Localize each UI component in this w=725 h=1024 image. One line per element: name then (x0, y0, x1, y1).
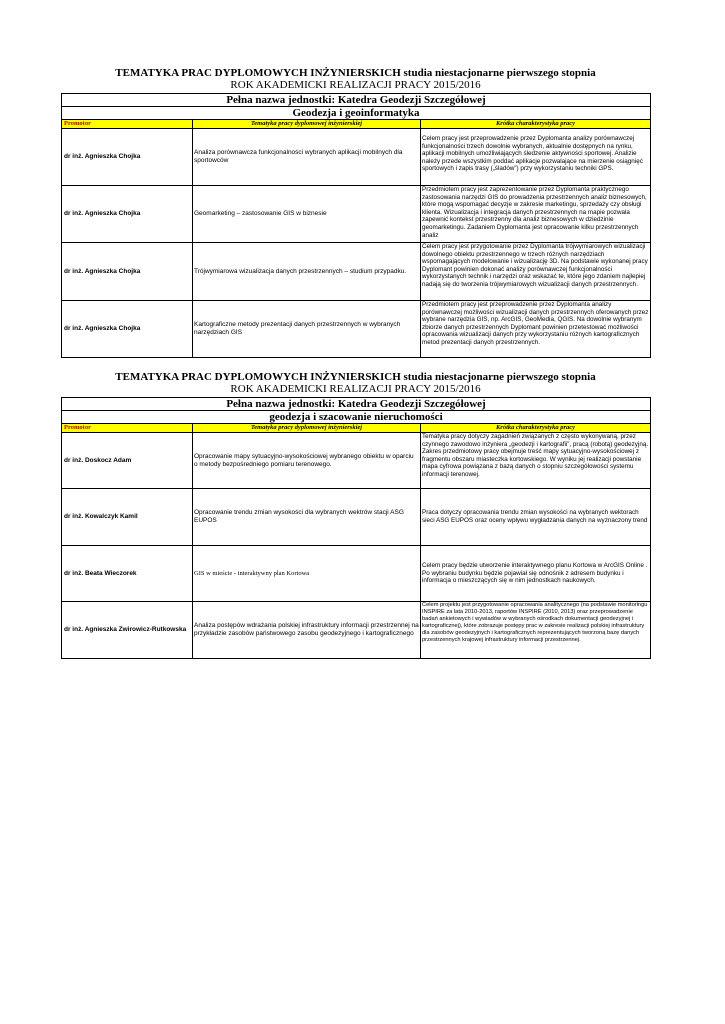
thesis-topics-section-1 (61, 67, 650, 358)
unit-name: Pełna nazwa jednostki: Katedra Geodezji Szczegółowej (62, 398, 651, 411)
description-cell: Praca dotyczy opracowania trendu zmian wysokości na wybranych wektorach sieci ASG EUPOS oraz oceny wpływu wygładzania danych na wyznaczony trend (421, 489, 651, 546)
promotor-cell: dr inż. Agnieszka Chojka (62, 186, 193, 243)
header-row (62, 424, 651, 433)
table-row (62, 129, 651, 186)
header-topic: Tematyka pracy dyplomowej inżynierskiej (193, 120, 421, 129)
specialty-row (62, 107, 651, 120)
header-topic: Tematyka pracy dyplomowej inżynierskiej (193, 424, 421, 433)
header-description: Krótka charakterystyka pracy (421, 120, 651, 129)
topic-cell: Analiza porównawcza funkcjonalności wybranych aplikacji mobilnych dla sportowców (193, 129, 421, 186)
description-cell: Celem pracy jest przygotowanie przez Dyplomanta trójwymiarowych wizualizacji dowolnego obiektu przestrzennego w trzech różnych narzędziach wspomagających modelowanie i wizualizację 3D. Na podstawie wykonanej pracy Dyplomant powinien dokonać analizy porównawczej funkcjonalności wykorzystanych technik i narzędzi oraz wskazać te, które jego zdaniem najlepiej nadają się do tworzenia trójwymiarowych wizualizacji danych przestrzennych. (421, 243, 651, 301)
thesis-topics-table (61, 397, 651, 659)
topic-cell: Opracowanie mapy sytuacyjno-wysokościowej wybranego obiektu w oparciu o metody bezpośredniego pomiaru terenowego. (193, 433, 421, 489)
table-row (62, 243, 651, 301)
promotor-cell: dr inż. Agnieszka Chojka (62, 243, 193, 301)
description-cell: Celem projektu jest przygotowanie opracowania analitycznego (na podstawie monitoringu INSPIRE za lata 2010-2013, raportów INSPIRE (2010, 2013) oraz przeprowadzenie badań ankietowych i wywiadów w wybranych ośrodkach dokumentacji geodezyjnej i kartograficznej), które zobrazuje postępy prac w zakresie realizacji polskiej infrastruktury dla zasobów geodezyjnych i kartograficznych reprezentujących tworzoną bazę danych przestrzennych krajowej infrastruktury informacji przestrzennej. (421, 602, 651, 659)
thesis-topics-section-2 (61, 371, 650, 659)
document-title: TEMATYKA PRAC DYPLOMOWYCH INŻYNIERSKICH studia niestacjonarne pierwszego stopnia (115, 371, 596, 383)
academic-year-subtitle: ROK AKADEMICKI REALIZACJI PRACY 2015/2016 (230, 79, 481, 91)
header-promotor: Promotor (62, 120, 193, 129)
table-row (62, 301, 651, 358)
table-row (62, 433, 651, 489)
promotor-cell: dr inż. Beata Wieczorek (62, 546, 193, 602)
description-cell: Tematyka pracy dotyczy zagadnień związanych z często wykonywaną, przez czynnego zawodowo inżyniera „geodezji i kartografii”, pracą (robotą) geodezyjną. Zakres przedmiotowy pracy obejmuje treść mapy sytuacyjno-wysokościowej z fragmentu obszaru miasteczka kortowskiego. W wyniku jej realizacji powstanie mapa cyfrowa powiązana z bazą danych o stopniu szczegółowości systemu informacji terenowej. (421, 433, 651, 489)
promotor-cell: dr inż. Agnieszka Zwirowicz-Rutkowska (62, 602, 193, 659)
thesis-topics-table (61, 93, 651, 358)
table-row (62, 546, 651, 602)
header-row (62, 120, 651, 129)
description-cell: Przedmiotem pracy jest przeprowadzenie przez Dyplomanta analizy porównawczej możliwości wizualizacji danych przestrzennych oferowanych przez wybrane narzędzia GIS, np. ArcGIS, GeoMedia, QGIS. Na dowolnie wybranym zbiorze danych przestrzennych Dyplomant powinien przetestować możliwości opracowania wizualizacji danych przy wykorzystaniu różnych kartograficznych metod prezentacji danych przestrzennych. (421, 301, 651, 358)
academic-year-subtitle: ROK AKADEMICKI REALIZACJI PRACY 2015/2016 (230, 383, 481, 395)
description-cell: Celem pracy będzie utworzenie interaktywnego planu Kortowa w ArcGIS Online . Po wybraniu budynku będzie pojawiał się odnośnik z adresem budynku i informacja o mieszczących się w nim jednostkach naukowych. (421, 546, 651, 602)
table-row (62, 186, 651, 243)
topic-cell: Kartograficzne metody prezentacji danych przestrzennych w wybranych narzędziach GIS (193, 301, 421, 358)
topic-cell: Trójwymiarowa wizualizacja danych przestrzennych – studium przypadku. (193, 243, 421, 301)
promotor-cell: dr inż. Agnieszka Chojka (62, 301, 193, 358)
unit-row (62, 398, 651, 411)
unit-name: Pełna nazwa jednostki: Katedra Geodezji Szczegółowej (62, 94, 651, 107)
table-row (62, 489, 651, 546)
specialty-name: geodezja i szacowanie nieruchomości (62, 411, 651, 424)
description-cell: Celem pracy jest przeprowadzenie przez Dyplomanta analizy porównawczej funkcjonalności trzech dowolnie wybranych, aktualnie dostępnych na rynku, aplikacji mobilnych umożliwiających śledzenie aktywności sportowej. Analizie należy przede wszystkim poddać aplikacje pozwalające na mierzenie osiągnięć sportowych i zapis trasy („śladów”) przy wykorzystaniu techniki GPS. (421, 129, 651, 186)
promotor-cell: dr inż. Doskocz Adam (62, 433, 193, 489)
topic-cell: Analiza postępów wdrażania polskiej infrastruktury informacji przestrzennej na przykładzie zasobów państwowego zasobu geodezyjnego i kartograficznego (193, 602, 421, 659)
promotor-cell: dr inż. Kowalczyk Kamil (62, 489, 193, 546)
specialty-name: Geodezja i geoinformatyka (62, 107, 651, 120)
header-description: Krótka charakterystyka pracy (421, 424, 651, 433)
topic-cell: GIS w mieście - interaktywny plan Kortowa (193, 546, 421, 602)
topic-cell: Opracowanie trendu zmian wysokości dla wybranych wektrów stacji ASG EUPOS (193, 489, 421, 546)
table-row (62, 602, 651, 659)
unit-row (62, 94, 651, 107)
description-cell: Przedmiotem pracy jest zaprezentowanie przez Dyplomanta praktycznego zastosowania narzędzi GIS do prowadzenia przestrzennych analiz biznesowych, które mogą wspomagać decyzje w zakresie marketingu, sprzedaży czy obsługi klienta. Wizualizacja i integracja danych przestrzennych na mapie pozwala zapewnić kontekst przestrzenny dla analiz biznesowych w dziedzinie geomarketingu. Zadaniem Dyplomanta jest opracowanie kilku przestrzennych analiz (421, 186, 651, 243)
header-promotor: Promotor (62, 424, 193, 433)
promotor-cell: dr inż. Agnieszka Chojka (62, 129, 193, 186)
topic-cell: Geomarketing – zastosowanie GIS w biznesie (193, 186, 421, 243)
document-title: TEMATYKA PRAC DYPLOMOWYCH INŻYNIERSKICH studia niestacjonarne pierwszego stopnia (115, 67, 596, 79)
specialty-row (62, 411, 651, 424)
